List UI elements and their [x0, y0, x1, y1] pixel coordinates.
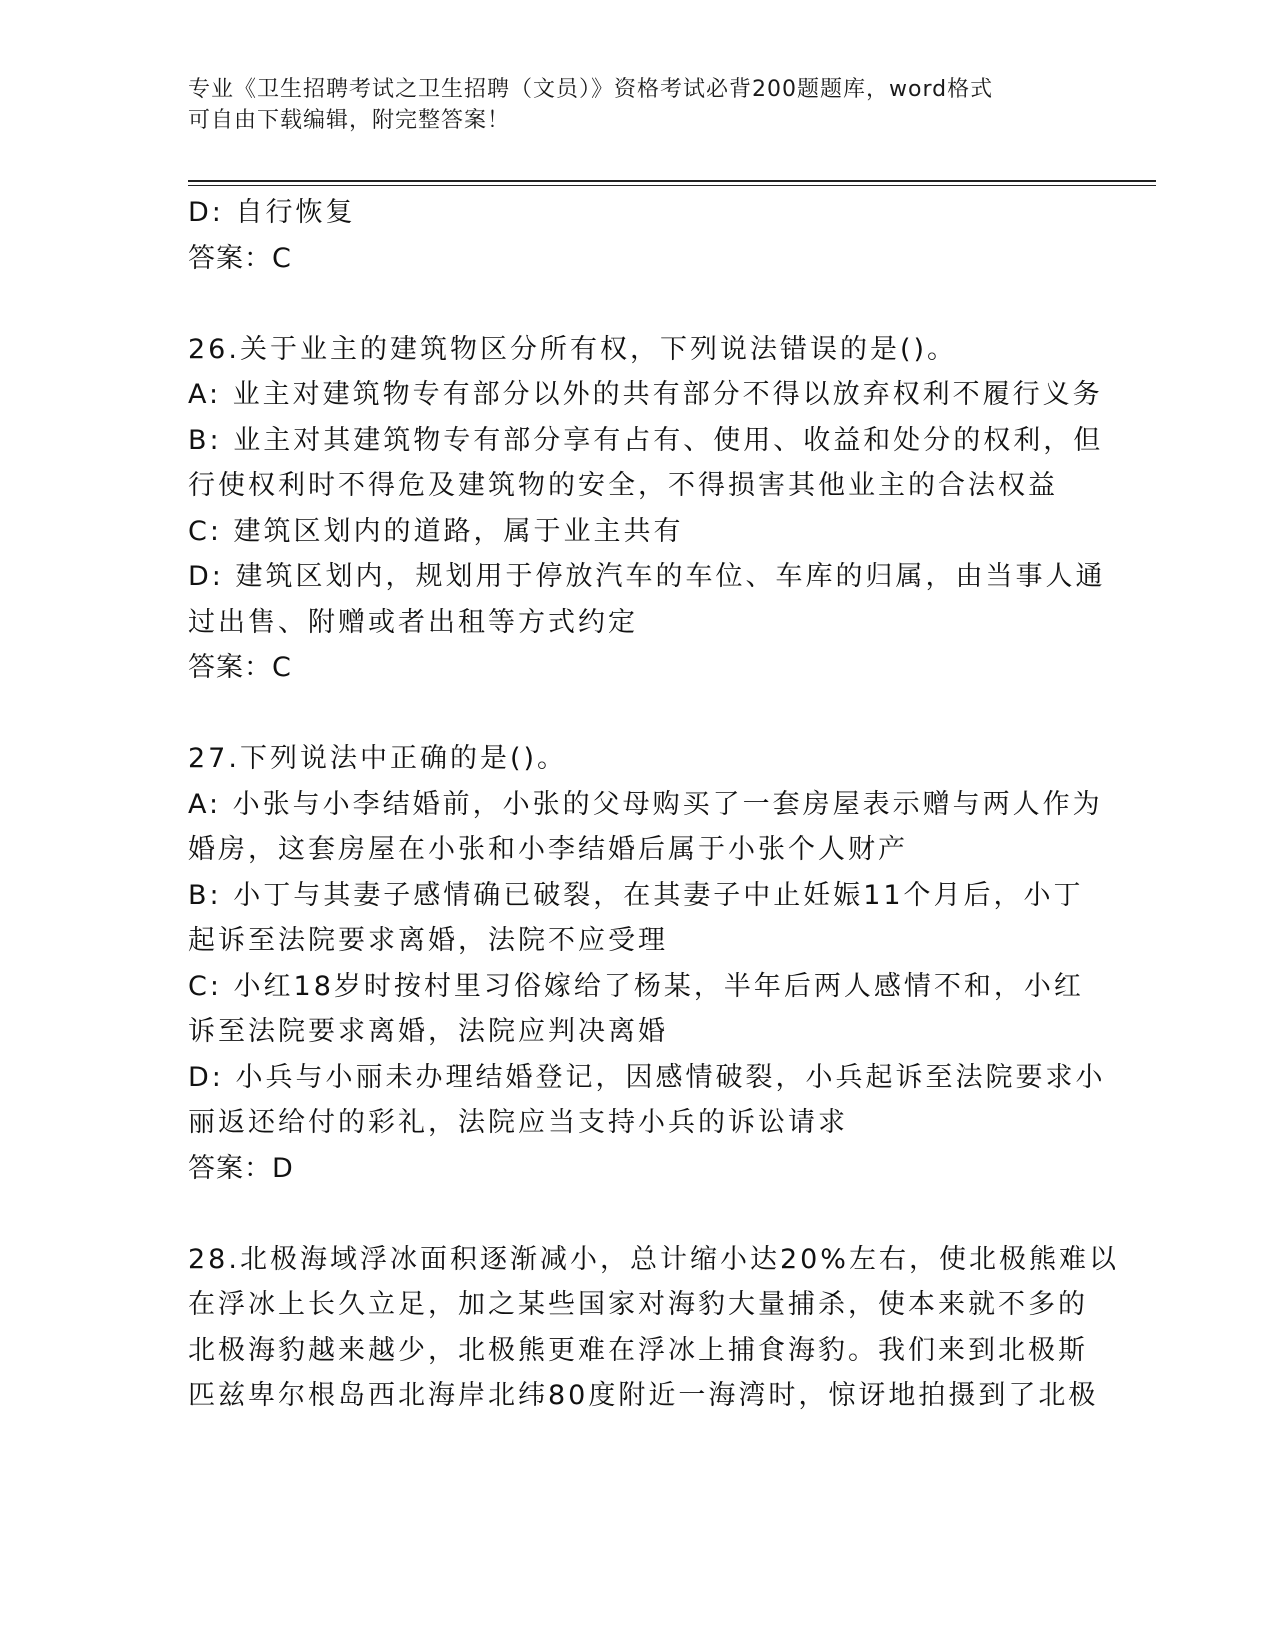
- option-d-line-2: 过出售、附赠或者出租等方式约定: [188, 606, 638, 638]
- option-a-line-2: 婚房，这套房屋在小张和小李结婚后属于小张个人财产: [188, 834, 908, 865]
- previous-question-tail: [188, 190, 1088, 281]
- question-stem-line-1: 28.北极海域浮冰面积逐渐减小，总计缩小达20%左右，使北极熊难以: [188, 1243, 1119, 1275]
- header-line-1: 专业《卫生招聘考试之卫生招聘（文员）》资格考试必背200题题库，word格式: [188, 77, 994, 102]
- option-d-line-2: 丽返还给付的彩礼，法院应当支持小兵的诉讼请求: [188, 1107, 848, 1138]
- option-a-line-1: A: 小张与小李结婚前，小张的父母购买了一套房屋表示赠与两人作为: [188, 788, 1103, 820]
- question-stem-line-4: 匹兹卑尔根岛西北海岸北纬80度附近一海湾时，惊讶地拍摄到了北极: [188, 1380, 1099, 1411]
- option-b-line-2: 起诉至法院要求离婚，法院不应受理: [188, 925, 668, 956]
- answer-line: 答案：C: [188, 242, 292, 274]
- option-d-line-1: D: 小兵与小丽未办理结婚登记，因感情破裂，小兵起诉至法院要求小: [188, 1061, 1106, 1093]
- header-rule-thin: [188, 185, 1156, 186]
- answer-line: 答案：D: [188, 1152, 294, 1184]
- question-stem: 26.关于业主的建筑物区分所有权，下列说法错误的是()。: [188, 333, 958, 365]
- question-stem: 27.下列说法中正确的是()。: [188, 743, 568, 774]
- option-a: A: 业主对建筑物专有部分以外的共有部分不得以放弃权利不履行义务: [188, 379, 1103, 410]
- document-body: [188, 190, 1119, 1419]
- question-28: [188, 1237, 1119, 1419]
- answer-line: 答案：C: [188, 652, 292, 683]
- spacer: [188, 281, 1088, 327]
- spacer: [188, 1191, 1088, 1237]
- question-stem-line-2: 在浮冰上长久立足，加之某些国家对海豹大量捕杀，使本来就不多的: [188, 1289, 1088, 1320]
- question-27: [188, 736, 1106, 1191]
- option-c-line-1: C: 小红18岁时按村里习俗嫁给了杨某，半年后两人感情不和，小红: [188, 970, 1084, 1002]
- option-b-line-2: 行使权利时不得危及建筑物的安全，不得损害其他业主的合法权益: [188, 470, 1058, 501]
- question-stem-line-3: 北极海豹越来越少，北极熊更难在浮冰上捕食海豹。我们来到北极斯: [188, 1334, 1088, 1366]
- header-rule-thick: [188, 180, 1156, 182]
- option-d-line-1: D: 建筑区划内，规划用于停放汽车的车位、车库的归属，由当事人通: [188, 561, 1106, 592]
- document-header: [188, 74, 1068, 136]
- option-b-line-1: B: 小丁与其妻子感情确已破裂，在其妻子中止妊娠11个月后，小丁: [188, 879, 1084, 911]
- question-26: [188, 327, 1106, 691]
- option-d: D: 自行恢复: [188, 197, 356, 228]
- option-b-line-1: B: 业主对其建筑物专有部分享有占有、使用、收益和处分的权利，但: [188, 424, 1104, 456]
- header-line-2: 可自由下载编辑，附完整答案！: [188, 108, 511, 133]
- option-c-line-2: 诉至法院要求离婚，法院应判决离婚: [188, 1016, 668, 1047]
- spacer: [188, 691, 1088, 737]
- option-c: C: 建筑区划内的道路，属于业主共有: [188, 515, 684, 547]
